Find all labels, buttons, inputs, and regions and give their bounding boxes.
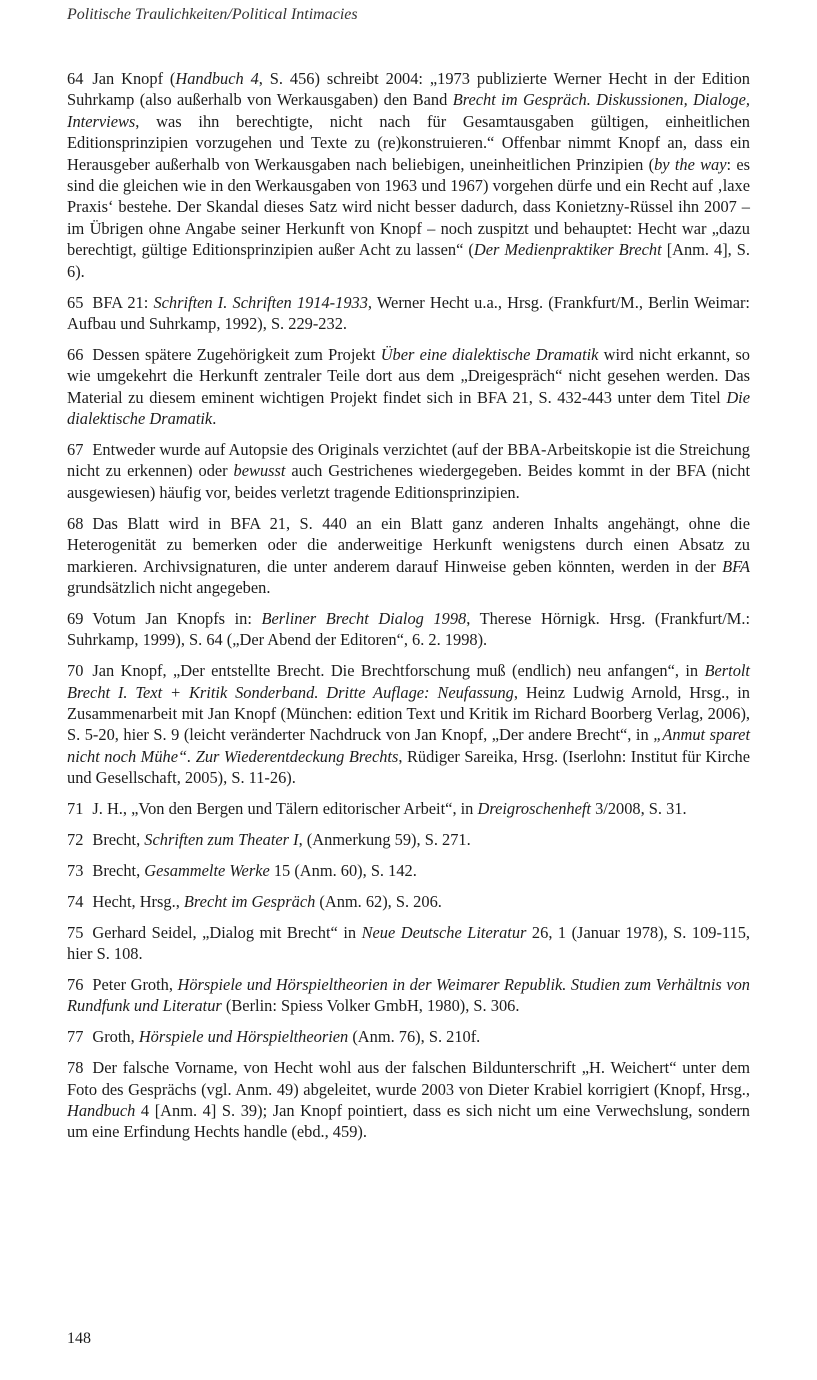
footnote-number: 71 — [67, 799, 84, 819]
footnote-72 — [67, 829, 750, 850]
footnote-text: J. H., „Von den Bergen und Tälern editorischer Arbeit“, in — [92, 799, 478, 819]
footnote-66 — [67, 344, 750, 430]
footnote-text: , (Anmerkung 59), S. 271. — [298, 830, 471, 849]
footnote-76 — [67, 974, 750, 1017]
footnote-67 — [67, 439, 750, 503]
footnote-title-italic: Dreigroschenheft — [477, 799, 591, 819]
footnote-text: Gerhard Seidel, „Dialog mit Brecht“ in — [92, 922, 362, 942]
footnote-68 — [67, 513, 750, 599]
footnote-text: , was ihn berechtigte, nicht nach für Gesamtausgaben gültigen, einheitlichen Editionsprinzipien vorzugehen und Texte zu (re)konstruieren.“ Offenbar nimmt Knopf an, dass ein Herausgeber außerhalb von Werkausgaben nach beliebigen, uneinheitlichen Prinzipien ( — [67, 111, 750, 174]
footnote-number: 74 — [67, 891, 84, 911]
footnote-65 — [67, 292, 750, 335]
footnote-number: 65 — [67, 292, 84, 312]
footnote-text: Jan Knopf ( — [92, 69, 176, 88]
footnote-69 — [67, 608, 750, 651]
footnote-title-italic: Neue Deutsche Literatur — [361, 922, 527, 942]
footnote-70 — [67, 660, 750, 788]
footnote-text: , Rüdiger Sareika, Hrsg. (Iserlohn: Institut für Kirche und Gesellschaft, 2005), S. 11-26). — [67, 746, 750, 788]
footnote-number: 78 — [67, 1058, 84, 1078]
footnote-text: : es sind die gleichen wie in den Werkausgaben von 1963 und 1967) vorgehen dürfe und ein Recht auf ‚laxe Praxis‘ bestehe. Der Skandal dieses Satz wird nicht besser dadurch, dass Konietzny-Rüssel ihn 2007 – im Übrigen ohne Angabe seiner Herkunft von Knopf – noch zuspitzt und behauptet: Hecht war „dazu berechtigt, gültige Editionsprinzipien außer Acht zu lassen“ ( — [67, 154, 751, 260]
footnote-text: 26, 1 (Januar 1978), S. 109-115, hier S. 108. — [67, 922, 750, 964]
footnote-title-italic: Schriften I. Schriften 1914-1933 — [153, 292, 368, 312]
footnote-text: Der falsche Vorname, von Hecht wohl aus der falschen Bildunterschrift „H. Weichert“ unter dem Foto des Gesprächs (vgl. Anm. 49) abgeleitet, wurde 2003 von Dieter Krabiel korrigiert (Knopf, Hrsg., — [67, 1058, 750, 1099]
footnote-number: 69 — [67, 608, 84, 628]
footnote-text: 15 (Anm. 60), S. 142. — [269, 860, 417, 880]
footnote-64 — [67, 68, 750, 282]
footnote-title-italic: by the way — [654, 154, 727, 174]
footnote-text: 4 [Anm. 4] S. 39); Jan Knopf pointiert, dass es sich nicht um eine Verwechslung, sondern um eine Erfindung Hechts handle (ebd., 459). — [67, 1101, 750, 1142]
footnote-number: 68 — [67, 513, 84, 533]
footnote-text: . — [212, 409, 217, 429]
footnote-77 — [67, 1026, 750, 1047]
footnote-number: 67 — [67, 440, 84, 459]
footnote-number: 75 — [67, 922, 84, 942]
footnote-text: Brecht, — [92, 830, 145, 849]
footnote-number: 77 — [67, 1027, 84, 1047]
footnote-text: grundsätzlich nicht angegeben. — [67, 577, 271, 597]
footnote-number: 64 — [67, 69, 84, 88]
footnote-text: Brecht, — [92, 860, 145, 880]
footnote-title-italic: „Anmut sparet nicht noch Mühe“. Zur Wiederentdeckung Brechts — [67, 725, 751, 766]
footnote-text: Dessen spätere Zugehörigkeit zum Projekt — [92, 344, 381, 364]
footnote-text: Votum Jan Knopfs in: — [92, 608, 262, 628]
footnote-text: Das Blatt wird in BFA 21, S. 440 an ein Blatt ganz anderen Inhalts angehängt, ohne die Heterogenität zu bemerken oder die anderweitige Herkunft wenigstens durch einen Absatz zu markieren. Archivsignaturen, die unter anderem darauf Hinweise geben könnten, werden in der — [67, 513, 750, 576]
footnote-75 — [67, 922, 750, 965]
footnote-title-italic: Brecht im Gespräch — [183, 891, 316, 911]
footnote-text: (Anm. 62), S. 206. — [315, 891, 442, 911]
running-head: Politische Traulichkeiten/Political Intimacies — [67, 6, 358, 23]
footnote-text: , S. 456) schreibt 2004: „1973 publizierte Werner Hecht in der Edition Suhrkamp (also außerhalb von Werkausgaben) den Band — [67, 69, 751, 110]
footnote-title-italic: Berliner Brecht Dialog 1998 — [261, 608, 467, 628]
footnote-number: 76 — [67, 975, 84, 995]
footnote-text: 3/2008, S. 31. — [590, 799, 687, 819]
footnote-title-italic: Schriften zum Theater I — [144, 830, 299, 849]
footnote-number: 72 — [67, 830, 84, 849]
footnote-title-italic: bewusst — [233, 461, 286, 481]
footnote-text: , Therese Hörnigk. Hrsg. (Frankfurt/M.: Suhrkamp, 1999), S. 64 („Der Abend der Editoren“, 6. 2. 1998). — [67, 608, 750, 650]
footnotes-list — [67, 68, 750, 1152]
footnote-text: (Anm. 76), S. 210f. — [348, 1027, 481, 1047]
footnote-title-italic: Bertolt Brecht I. Text + Kritik Sonderband. Dritte Auflage: Neufassung — [67, 661, 750, 702]
footnote-title-italic: Hörspiele und Hörspieltheorien in der Weimarer Republik. Studien zum Verhältnis von Rundfunk und Literatur — [67, 975, 750, 1016]
footnote-number: 73 — [67, 860, 84, 880]
footnote-73 — [67, 860, 750, 881]
footnote-text: , Werner Hecht u.a., Hrsg. (Frankfurt/M., Berlin Weimar: Aufbau und Suhrkamp, 1992), S. 229-232. — [67, 292, 750, 333]
footnote-text: BFA 21: — [92, 292, 154, 312]
footnote-text: (Berlin: Spiess Volker GmbH, 1980), S. 306. — [221, 996, 520, 1016]
footnote-title-italic: BFA — [722, 556, 750, 576]
footnote-title-italic: Handbuch — [67, 1101, 136, 1121]
footnote-text: Peter Groth, — [92, 975, 178, 995]
footnote-text: , Heinz Ludwig Arnold, Hrsg., in Zusammenarbeit mit Jan Knopf (München: edition Text und Kritik im Richard Boorberg Verlag, 2006), S. 5-20, hier S. 9 (leicht veränderter Nachdruck von Jan Knopf, „Der andere Brecht“, in — [67, 682, 751, 745]
footnote-title-italic: Gesammelte Werke — [144, 860, 270, 880]
footnote-71 — [67, 798, 750, 819]
footnote-text: Entweder wurde auf Autopsie des Originals verzichtet (auf der BBA-Arbeitskopie ist die Streichung nicht zu erkennen) oder — [67, 440, 750, 481]
footnote-text: [Anm. 4], S. 6). — [67, 240, 750, 281]
footnote-title-italic: Der Medienpraktiker Brecht — [473, 240, 662, 260]
footnote-text: wird nicht erkannt, so wie umgekehrt die Herkunft zentraler Teile dort aus dem „Dreigespräch“ nicht gesehen werden. Das Material zu diesem eminent wichtigen Projekt findet sich in BFA 21, S. 432-443 unter dem Titel — [67, 344, 750, 407]
footnote-title-italic: Über eine dialektische Dramatik — [380, 344, 599, 364]
footnote-title-italic: Brecht im Gespräch. Diskussionen, Dialoge, Interviews — [67, 90, 750, 131]
footnote-title-italic: Handbuch 4 — [175, 69, 259, 88]
page-number: 148 — [67, 1330, 91, 1347]
footnote-74 — [67, 891, 750, 912]
footnote-title-italic: Die dialektische Dramatik — [67, 387, 750, 429]
footnote-text: Hecht, Hrsg., — [92, 891, 184, 911]
footnote-number: 66 — [67, 344, 84, 364]
footnote-text: Groth, — [92, 1027, 139, 1047]
footnote-text: auch Gestrichenes wiedergegeben. Beides kommt in der BFA (nicht ausgewiesen) häufig vor, beides verletzt tragende Editionsprinzipien. — [67, 461, 750, 502]
footnote-title-italic: Hörspiele und Hörspieltheorien — [138, 1027, 349, 1047]
footnote-78 — [67, 1057, 750, 1143]
footnote-text: Jan Knopf, „Der entstellte Brecht. Die Brechtforschung muß (endlich) neu anfangen“, in — [92, 661, 705, 681]
footnote-number: 70 — [67, 661, 84, 681]
